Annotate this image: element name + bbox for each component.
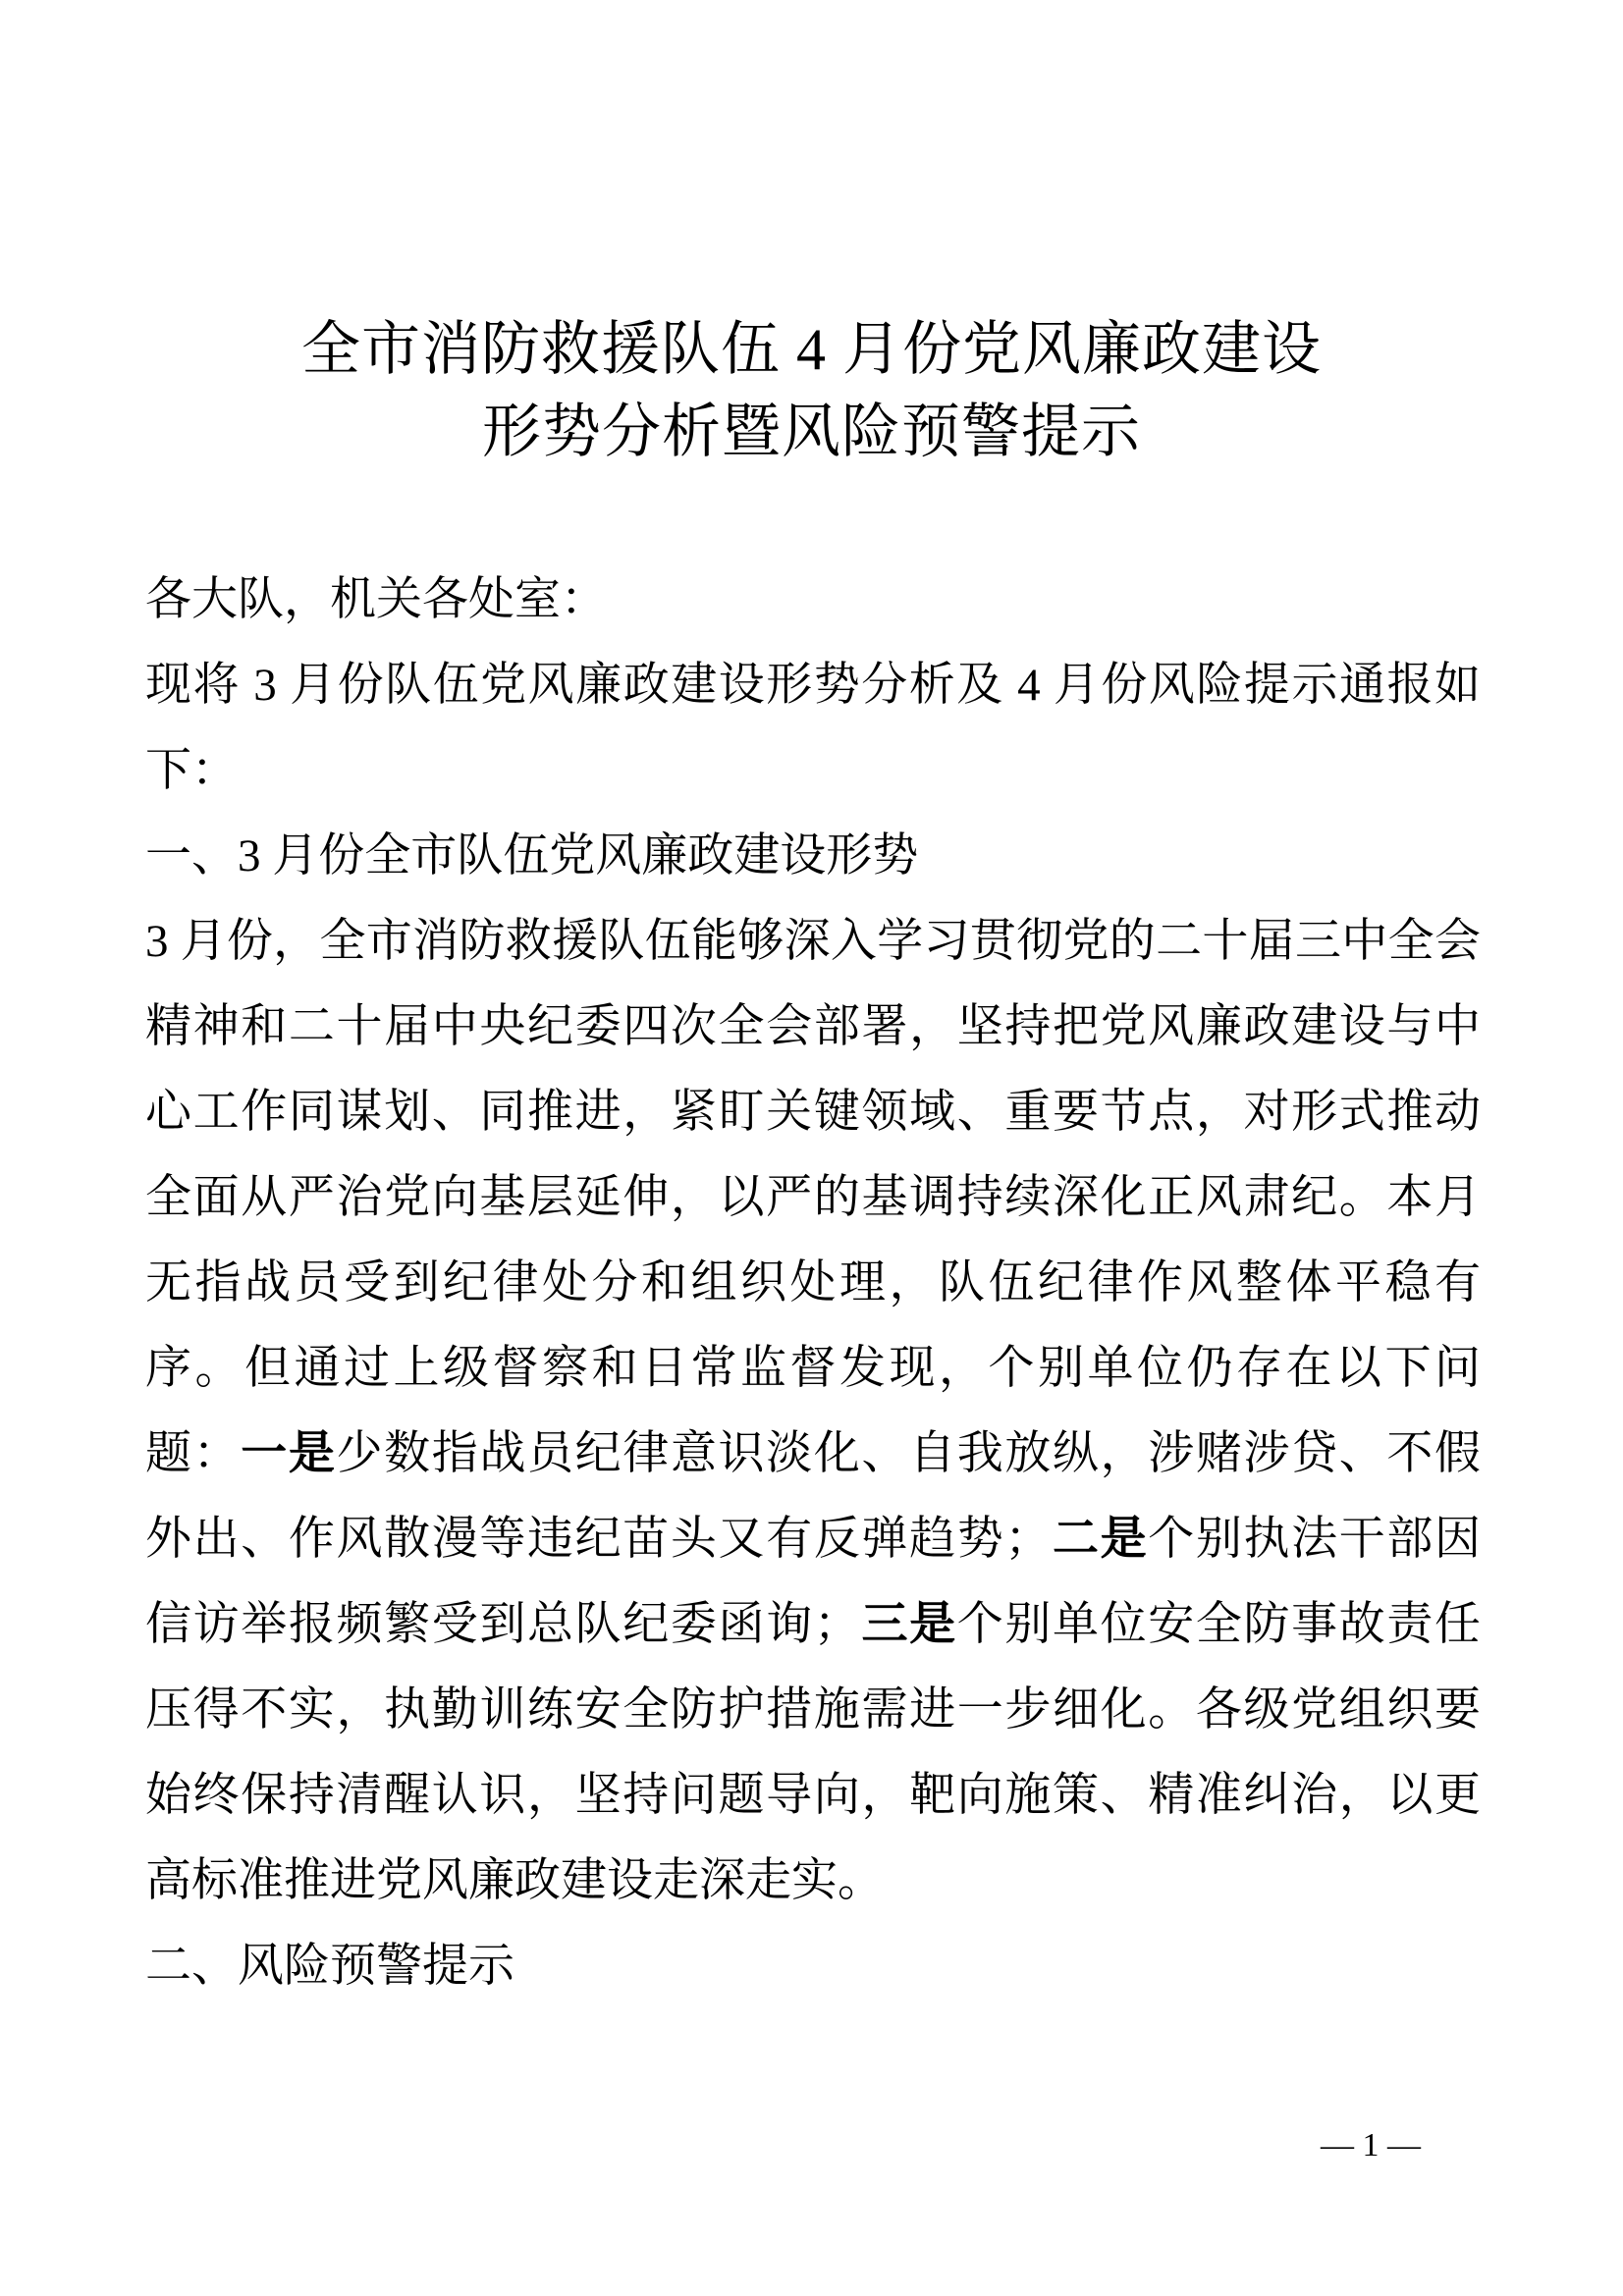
paragraph-run: 二、风险预警提示 (145, 1941, 514, 1992)
paragraph (145, 814, 1481, 899)
document-body (145, 558, 1481, 2009)
paragraph-run: 少数指战员纪律意识淡化、自我放纵，涉赌涉贷、不假外出、作风散漫等违纪苗头又有反弹趋势； (145, 1428, 1482, 1565)
paragraph-run-bold: 二是 (1051, 1514, 1149, 1565)
page-number: — 1 — (1321, 2127, 1421, 2163)
paragraph (145, 899, 1481, 1924)
paragraph-run: 个别单位安全防事故责任压得不实，执勤训练安全防护措施需进一步细化。各级党组织要始终保持清醒认识，坚持问题导向，靶向施策、精准纠治，以更高标准推进党风廉政建设走深走实。 (145, 1599, 1482, 1906)
paragraph-run: 各大队，机关各处室： (145, 574, 607, 625)
paragraph (145, 558, 1481, 643)
paragraph-run-bold: 三是 (859, 1599, 957, 1650)
paragraph (145, 643, 1481, 814)
paragraph-run: 现将 3 月份队伍党风廉政建设形势分析及 4 月份风险提示通报如下： (145, 660, 1481, 796)
paragraph-run: 一、3 月份全市队伍党风廉政建设形势 (145, 830, 919, 881)
paragraph-run: 3 月份，全市消防救援队伍能够深入学习贯彻党的二十届三中全会精神和二十届中央纪委四次全会部署，坚持把党风廉政建设与中心工作同谋划、同推进，紧盯关键领域、重要节点，对形式推动全面从严治党向基层延伸，以严的基调持续深化正风肃纪。本月无指战员受到纪律处分和组织处理，队伍纪律作风整体平稳有序。但通过上级督察和日常监督发现，个别单位仍存在以下问题： (145, 916, 1481, 1479)
document-title-line-2: 形势分析暨风险预警提示 (482, 400, 1141, 464)
document-title (145, 308, 1478, 473)
paragraph (145, 1924, 1481, 2009)
document-title-line-1: 全市消防救援队伍 4 月份党风廉政建设 (301, 317, 1322, 382)
paragraph-run-bold: 一是 (241, 1428, 337, 1479)
paragraph-run: 个别执法干部因信访举报频繁受到总队纪委函询； (145, 1514, 1482, 1650)
